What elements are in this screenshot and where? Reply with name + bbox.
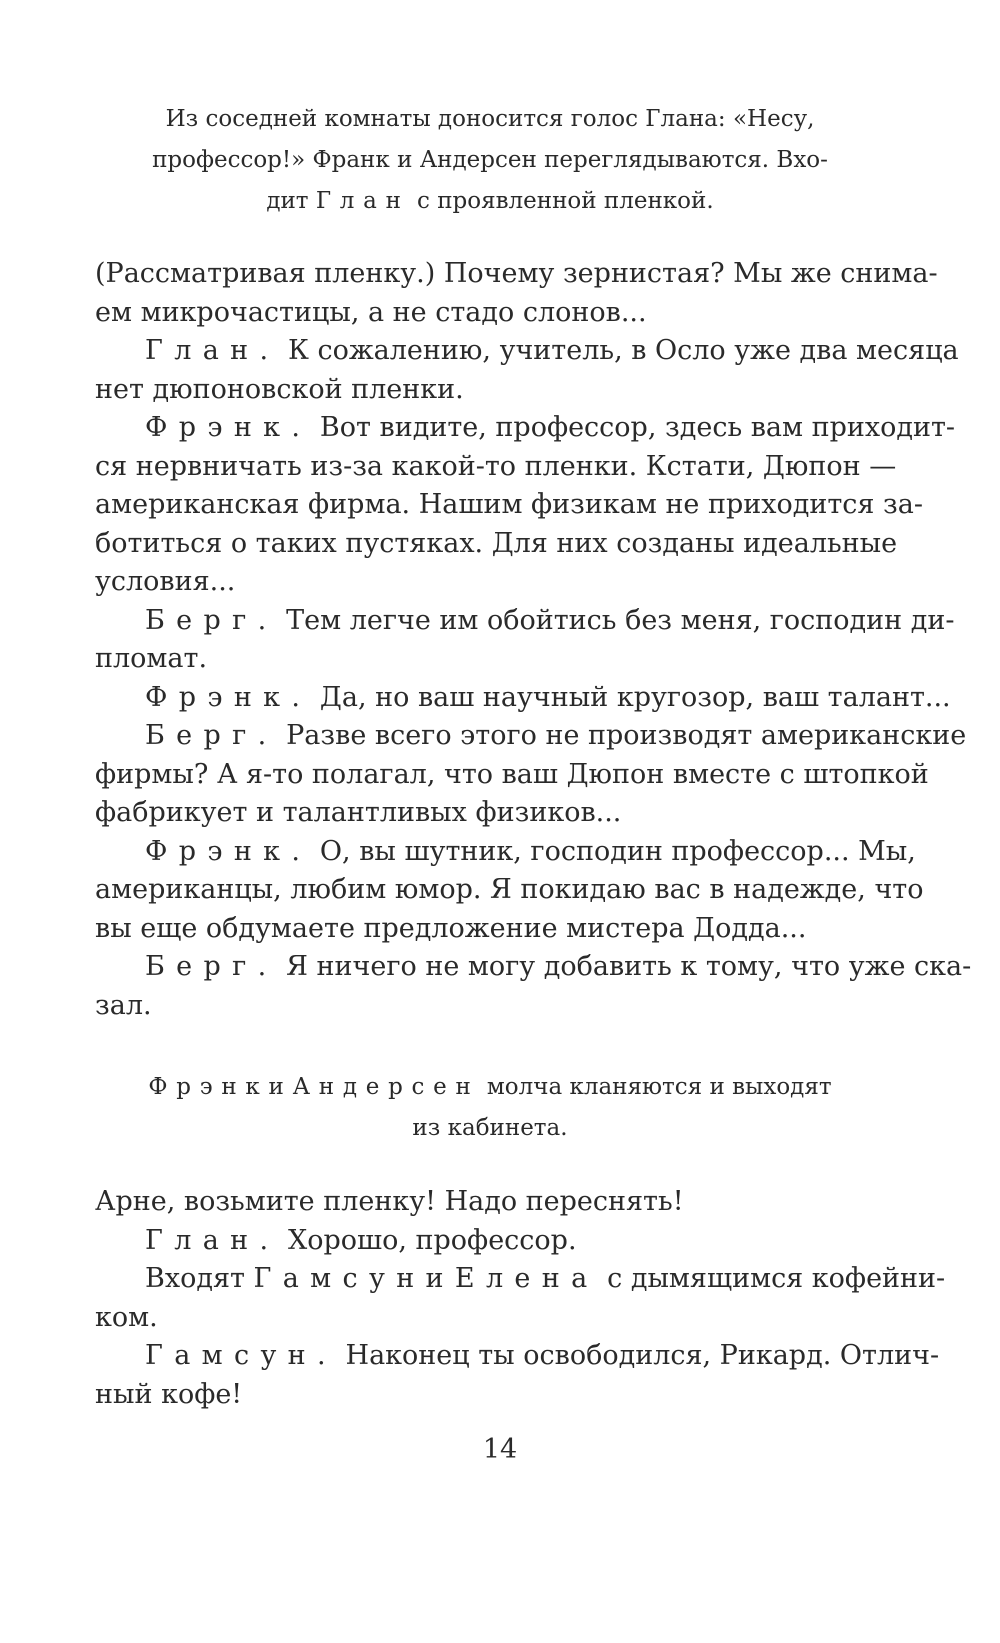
character-name: Глан bbox=[315, 188, 410, 214]
dialogue-block bbox=[95, 1337, 940, 1414]
stage-line bbox=[95, 1067, 885, 1108]
line-text: американцы, любим юмор. Я покидаю вас в надежде, что bbox=[95, 874, 924, 905]
text-line bbox=[95, 871, 924, 910]
character-name: Елена bbox=[454, 1263, 599, 1294]
text-line bbox=[95, 448, 897, 487]
conjunction: и bbox=[268, 1074, 293, 1100]
line-text: ся нервничать из-за какой-то пленки. Кстати, Дюпон — bbox=[95, 450, 897, 482]
character-name: Берг. bbox=[145, 720, 278, 751]
line-text: Тем легче им обойтись без меня, господин ди- bbox=[277, 604, 955, 636]
line-text: Наконец ты освободился, Рикард. Отлич- bbox=[336, 1340, 940, 1371]
character-name: Фрэнк. bbox=[145, 412, 312, 443]
text-line bbox=[95, 756, 929, 795]
character-name: Фрэнк bbox=[148, 1074, 269, 1100]
conjunction: и bbox=[425, 1263, 455, 1294]
line-text: ем микрочастицы, а не стадо слонов... bbox=[95, 296, 647, 328]
line-text: вы еще обдумаете предложение мистера Додда... bbox=[95, 912, 807, 944]
text-line bbox=[95, 1183, 885, 1222]
text-line bbox=[95, 255, 938, 294]
text-line bbox=[95, 486, 923, 525]
text-line bbox=[95, 910, 885, 949]
character-name: Глан. bbox=[145, 335, 280, 366]
text-line bbox=[95, 987, 885, 1026]
text-line bbox=[95, 948, 972, 987]
stage-line: из кабинета. bbox=[412, 1115, 568, 1141]
text-line bbox=[95, 717, 967, 756]
line-text: нет дюпоновской пленки. bbox=[95, 373, 464, 405]
line-text: зал. bbox=[95, 989, 152, 1021]
text-line bbox=[95, 332, 959, 371]
character-name: Гамсун. bbox=[145, 1340, 337, 1371]
text-line bbox=[95, 602, 955, 641]
line-text: фабрикует и талантливых физиков... bbox=[95, 797, 622, 828]
text-line bbox=[95, 371, 885, 410]
line-text: фирмы? А я-то полагал, что ваш Дюпон вместе с штопкой bbox=[95, 758, 929, 790]
text-line bbox=[95, 294, 885, 333]
character-name: Берг. bbox=[145, 951, 278, 982]
character-name: Андерсен bbox=[292, 1074, 480, 1100]
line-text: (Рассматривая пленку.) Почему зернистая? Мы же снима- bbox=[95, 258, 938, 289]
line-text: условия... bbox=[95, 566, 236, 597]
line-text: ный кофе! bbox=[95, 1378, 243, 1410]
text-line bbox=[95, 679, 951, 718]
text-line bbox=[95, 525, 898, 564]
stage-line: Из соседней комнаты доносится голос Глана: «Несу, bbox=[165, 106, 815, 132]
stage-direction bbox=[95, 1067, 885, 1149]
character-name: Фрэнк. bbox=[145, 835, 312, 867]
stage-line: профессор!» Франк и Андерсен переглядываются. Вхо- bbox=[152, 147, 828, 173]
stage-line bbox=[95, 181, 885, 222]
line-text: Хорошо, профессор. bbox=[279, 1224, 577, 1256]
inline-stage-direction bbox=[95, 1260, 946, 1337]
line-text: Вот видите, профессор, здесь вам приходит- bbox=[311, 412, 956, 443]
text-line bbox=[95, 640, 885, 679]
text-line bbox=[95, 1260, 946, 1299]
dialogue-block bbox=[95, 1183, 885, 1260]
stage-text: молча кланяются и выходят bbox=[479, 1074, 832, 1100]
text-line: ком. bbox=[95, 1301, 158, 1333]
character-name: Фрэнк. bbox=[145, 681, 312, 713]
line-text: пломат. bbox=[95, 643, 208, 674]
line-text: Арне, возьмите пленку! Надо переснять! bbox=[95, 1186, 684, 1217]
character-name: Гамсун bbox=[253, 1263, 426, 1294]
dialogue-block bbox=[95, 255, 972, 1025]
text-line bbox=[95, 1376, 885, 1415]
line-text: К сожалению, учитель, в Осло уже два месяца bbox=[279, 335, 959, 366]
line-text: американская фирма. Нашим физикам не приходится за- bbox=[95, 489, 923, 520]
line-text: Я ничего не могу добавить к тому, что уже ска- bbox=[277, 951, 972, 982]
page-number: 14 bbox=[482, 1434, 518, 1465]
text-line bbox=[95, 409, 956, 448]
text-line bbox=[95, 794, 885, 833]
stage-text: с дымящимся кофейни- bbox=[598, 1263, 946, 1294]
line-text: Да, но ваш научный кругозор, ваш талант... bbox=[311, 681, 951, 713]
text-line bbox=[95, 1337, 940, 1376]
text-line bbox=[95, 563, 885, 602]
line-text: ботиться о таких пустяках. Для них созданы идеальные bbox=[95, 527, 898, 559]
text-line bbox=[95, 833, 916, 872]
character-name: Берг. bbox=[145, 604, 278, 636]
stage-text: дит bbox=[266, 188, 316, 214]
stage-text: с проявленной пленкой. bbox=[409, 188, 714, 214]
line-text: Разве всего этого не производят американские bbox=[277, 720, 967, 751]
text-line bbox=[95, 1222, 885, 1261]
character-name: Глан. bbox=[145, 1224, 280, 1256]
line-text: О, вы шутник, господин профессор... Мы, bbox=[311, 835, 916, 867]
stage-direction bbox=[95, 99, 885, 222]
stage-text: Входят bbox=[145, 1263, 254, 1294]
